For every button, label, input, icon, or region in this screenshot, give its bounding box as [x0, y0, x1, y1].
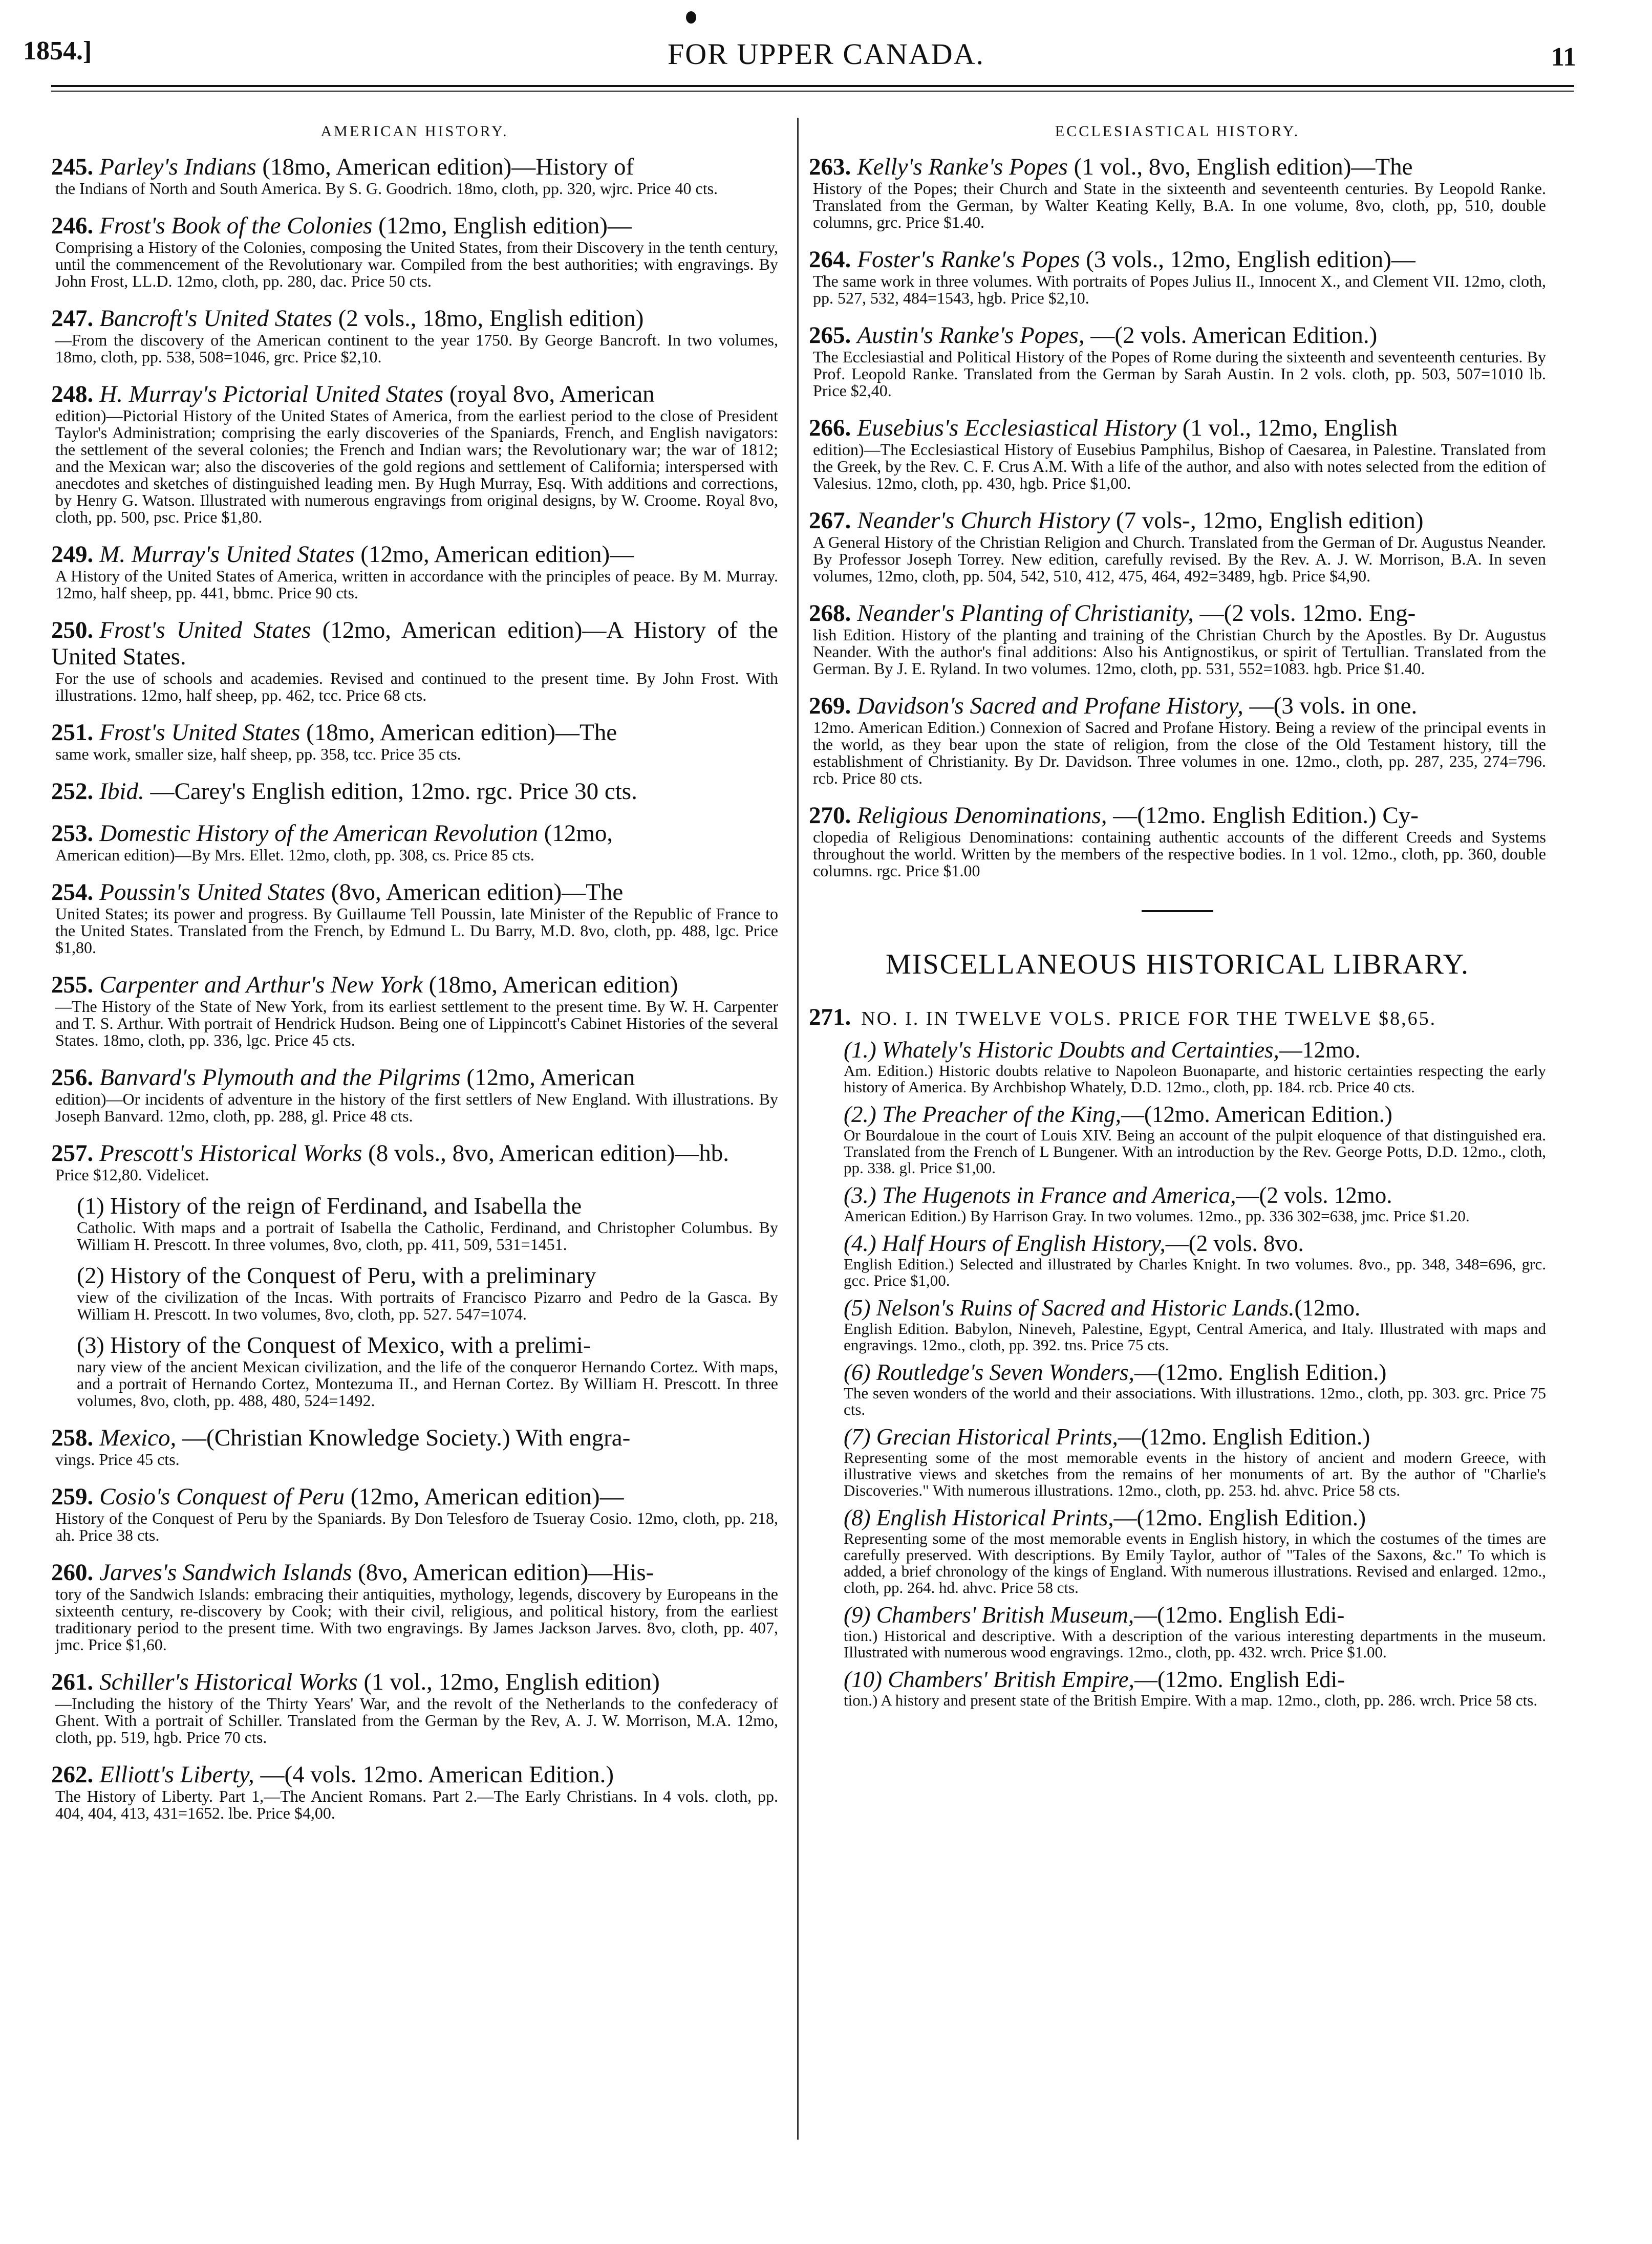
catalog-entry-248 — [51, 381, 778, 526]
entry-number: 260. — [51, 1559, 94, 1586]
sub-entry-title: (3) History of the Conquest of Mexico, with a prelimi- — [77, 1332, 591, 1358]
catalog-entry-256 — [51, 1064, 778, 1125]
entry-number: 258. — [51, 1425, 94, 1451]
entry-description: Price $12,80. Videlicet. — [55, 1166, 209, 1184]
volume-2 — [844, 1102, 1546, 1176]
entry-book-title: Frost's United States — [99, 719, 301, 746]
entry-heading — [809, 322, 1546, 349]
entry-number: 250. — [51, 617, 94, 643]
entry-description: edition)—Or incidents of adventure in the history of the first settlers of New England. With illustrations. By Joseph Banvard. 12mo, cloth, pp. 288, gl. Price 48 cts. — [55, 1090, 778, 1125]
entry-heading — [809, 154, 1546, 180]
catalog-entry-246 — [51, 212, 778, 290]
entry-book-title: Domestic History of the American Revolution — [99, 820, 538, 847]
catalog-entry-257 — [51, 1140, 778, 1409]
entry-edition: (3 vols., 12mo, English edition)— — [1086, 246, 1415, 273]
section-heading-american-history: AMERICAN HISTORY. — [320, 123, 509, 140]
catalog-entry-245 — [51, 154, 778, 197]
entry-book-title: Bancroft's United States — [99, 305, 333, 332]
entry-description: The History of Liberty. Part 1,—The Ancient Romans. Part 2.—The Early Christians. In 4 vols. cloth, pp. 404, 404, 413, 431=1652. lbe. Price $4,00. — [55, 1787, 778, 1822]
entry-description: edition)—The Ecclesiastical History of Eusebius Pamphilus, Bishop of Caesarea, in Palestine. Translated from the Greek, by the Rev. C. F. Crus A.M. With a life of the author, and also with notes selected from the edition of Valesius. 12mo, cloth, pp. 430, hgb. Price $1,00. — [813, 440, 1546, 492]
entry-number: 267. — [809, 507, 851, 534]
entry-book-title: H. Murray's Pictorial United States — [99, 381, 444, 407]
volume-heading — [844, 1295, 1546, 1321]
volume-1 — [844, 1037, 1546, 1095]
volume-title: (7) Grecian Historical Prints, — [844, 1424, 1118, 1450]
entry-book-title: M. Murray's United States — [99, 541, 355, 568]
entry-book-title: Jarves's Sandwich Islands — [99, 1559, 352, 1586]
entry-number: 261. — [51, 1669, 94, 1695]
sub-entry-1 — [77, 1193, 778, 1253]
entry-edition: (7 vols-, 12mo, English edition) — [1115, 507, 1424, 534]
entry-heading — [51, 719, 778, 746]
volume-description: English Edition. Babylon, Nineveh, Palestine, Egypt, Central America, and Italy. Illustrated with maps and engravings. 12mo., cloth, pp. 392. tns. Price 75 cts. — [844, 1320, 1546, 1354]
volume-heading — [844, 1231, 1546, 1256]
entry-book-title: Elliott's Liberty, — [99, 1761, 254, 1788]
volume-4 — [844, 1231, 1546, 1289]
volume-title: (4.) Half Hours of English History, — [844, 1231, 1166, 1256]
catalog-entry-271 — [809, 1003, 1546, 1709]
volume-edition: —(12mo. English Edi- — [1134, 1602, 1345, 1628]
sub-entry-2 — [77, 1262, 778, 1323]
entry-description: same work, smaller size, half sheep, pp. 358, tcc. Price 35 cts. — [55, 745, 461, 763]
right-entries — [809, 154, 1546, 879]
entry-number: 271. — [809, 1004, 851, 1030]
volume-description: Am. Edition.) Historic doubts relative to Napoleon Buonaparte, and historic certainties respecting the early history of America. By Archbishop Whately, D.D. 12mo., cloth, pp. 184. rcb. Price 40 cts. — [844, 1062, 1546, 1096]
entry-edition: —(2 vols. American Edition.) — [1090, 322, 1378, 349]
volume-edition: (12mo. — [1294, 1295, 1361, 1321]
entry-book-title: Poussin's United States — [99, 879, 326, 905]
sub-entry-description: view of the civilization of the Incas. With portraits of Francisco Pizarro and Pedro de la Gasca. By William H. Prescott. In two volumes, 8vo, cloth, pp. 527. 547=1074. — [77, 1288, 778, 1323]
entry-book-title: Frost's United States — [99, 617, 311, 643]
entry-number: 253. — [51, 820, 94, 847]
sub-entry-title: (2) History of the Conquest of Peru, with a preliminary — [77, 1262, 596, 1288]
volume-title: (5) Nelson's Ruins of Sacred and Historic Lands. — [844, 1295, 1295, 1321]
volume-title: (6) Routledge's Seven Wonders, — [844, 1360, 1134, 1385]
entry-number: 263. — [809, 154, 851, 180]
catalog-entry-252 — [51, 778, 778, 805]
entry-edition: (8 vols., 8vo, American edition)—hb. — [368, 1140, 730, 1167]
catalog-entry-268 — [809, 600, 1546, 677]
entry-description: The Ecclesiastial and Political History of the Popes of Rome during the sixteenth and seventeenth centuries. By Prof. Leopold Ranke. Translated from the German by Sarah Austin. In 2 vols. cloth, pp. 503, 507=1010 lb. Price $2,40. — [813, 348, 1546, 400]
entry-heading — [51, 1669, 778, 1695]
entry-heading — [51, 154, 778, 180]
section-heading-ecclesiastical-history: ECCLESIASTICAL HISTORY. — [1055, 123, 1300, 140]
catalog-entry-266 — [809, 415, 1546, 492]
sub-entry-description: nary view of the ancient Mexican civilization, and the life of the conqueror Hernando Cortez. With maps, and a portrait of Hernando Cortez, Montezuma II., and Hernan Cortez. By William H. Prescott. In three volumes, 8vo, cloth, pp. 488, 480, 524=1492. — [77, 1357, 778, 1410]
volume-title: (3.) The Hugenots in France and America, — [844, 1182, 1236, 1208]
entry-edition: (18mo, American edition) — [428, 972, 678, 998]
entry-description: the Indians of North and South America. By S. G. Goodrich. 18mo, cloth, pp. 320, wjrc. Price 40 cts. — [55, 179, 718, 198]
catalog-entry-247 — [51, 305, 778, 365]
entry-number: 262. — [51, 1761, 94, 1788]
catalog-entry-262 — [51, 1761, 778, 1822]
volume-list — [809, 1037, 1546, 1709]
entry-book-title: Prescott's Historical Works — [99, 1140, 362, 1167]
column-divider — [797, 118, 799, 2140]
entry-number: 269. — [809, 693, 851, 719]
entry-number: 248. — [51, 381, 94, 407]
volume-description: Or Bourdaloue in the court of Louis XIV. Being an account of the pulpit eloquence of that distinguished era. Translated from the French of L Bungener. With an introduction by the Rev. George Potts, D.D. 12mo., cloth, pp. 338. gl. Price $1,00. — [844, 1126, 1546, 1177]
entry-book-title: Foster's Ranke's Popes — [857, 246, 1080, 273]
volume-description: The seven wonders of the world and their associations. With illustrations. 12mo., cloth, pp. 303. grc. Price 75 cts. — [844, 1384, 1546, 1418]
entry-description: —Including the history of the Thirty Years' War, and the revolt of the Netherlands to the confederacy of Ghent. With a portrait of Schiller. Translated from the German by the Rev, A. J. W. Morrison, M.A. 12mo, cloth, pp. 519, hgb. Price 70 cts. — [55, 1694, 778, 1746]
entry-heading — [809, 600, 1546, 627]
entry-heading — [809, 802, 1546, 829]
entry-book-title: Davidson's Sacred and Profane History, — [857, 693, 1243, 719]
entry-description: tory of the Sandwich Islands: embracing their antiquities, mythology, legends, discovery by Europeans in the sixteenth century, re-discovery by Cook; with their civil, religious, and political history, from the earliest traditionary period to the present time. With two engravings. By James Jackson Jarves. 8vo, cloth, pp. 407, jmc. Price $1,60. — [55, 1585, 778, 1654]
volume-8 — [844, 1505, 1546, 1596]
volume-edition: —(12mo. English Edition.) — [1118, 1424, 1370, 1450]
volume-heading — [844, 1182, 1546, 1208]
volume-edition: —(12mo. English Edi- — [1134, 1667, 1345, 1692]
entry-number: 256. — [51, 1064, 94, 1091]
volume-edition: —12mo. — [1279, 1037, 1361, 1063]
entry-number: 249. — [51, 541, 94, 568]
volume-edition: —(2 vols. 12mo. — [1236, 1182, 1392, 1208]
page-number: 11 — [1551, 42, 1576, 72]
entry-heading — [51, 778, 778, 805]
catalog-entry-249 — [51, 541, 778, 601]
volume-heading — [844, 1102, 1546, 1127]
entry-edition: —(2 vols. 12mo. Eng- — [1199, 600, 1416, 627]
ink-blot — [686, 11, 696, 24]
entry-description: edition)—Pictorial History of the United States of America, from the earliest period to the close of President Taylor's Administration; comprising the early discoveries of the Spaniards, French, and English navigators: the settlement of the several colonies; the French and Indian wars; the Revolutionary war; the war of 1812; and the Mexican war; also the discoveries of the gold regions and settlement of California; interspersed with anecdotes and sketches of distinguished leading men. By Hugh Murray, Esq. With additions and corrections, by Henry G. Watson. Illustrated with numerous engravings from original designs, by W. Croome. Royal 8vo, cloth, pp. 500, psc. Price $1,80. — [55, 406, 778, 526]
volume-description: tion.) Historical and descriptive. With a description of the various interesting departments in the museum. Illustrated with numerous wood engravings. 12mo., cloth, pp. 432. wrch. Price $1.00. — [844, 1627, 1546, 1661]
entry-number: 264. — [809, 246, 851, 273]
entry-edition: (18mo, American edition)—History of — [262, 154, 634, 180]
entry-book-title: Ibid. — [99, 778, 144, 805]
volume-title: (8) English Historical Prints, — [844, 1505, 1114, 1530]
entry-edition: (8vo, American edition)—His- — [358, 1559, 654, 1586]
volume-edition: —(12mo. English Edition.) — [1113, 1505, 1366, 1530]
entry-intro — [809, 1003, 1546, 1031]
volume-description: tion.) A history and present state of the British Empire. With a map. 12mo., cloth, pp. 286. wrch. Price 58 cts. — [844, 1691, 1538, 1709]
entry-edition: (12mo, — [544, 820, 613, 847]
entry-description: vings. Price 45 cts. — [55, 1450, 180, 1469]
volume-7 — [844, 1424, 1546, 1499]
entry-edition: (12mo, American — [466, 1064, 635, 1091]
entry-book-title: Religious Denominations, — [857, 802, 1107, 829]
entry-edition: (1 vol., 8vo, English edition)—The — [1074, 154, 1413, 180]
catalog-entry-269 — [809, 693, 1546, 787]
entry-heading — [809, 415, 1546, 441]
catalog-entry-253 — [51, 820, 778, 864]
entry-number: 251. — [51, 719, 94, 746]
entry-heading — [51, 1483, 778, 1510]
left-column — [51, 123, 778, 1837]
entry-number: 266. — [809, 415, 851, 441]
volume-10 — [844, 1667, 1546, 1709]
section-heading-miscellaneous: MISCELLANEOUS HISTORICAL LIBRARY. — [886, 948, 1469, 980]
entry-description: History of the Conquest of Peru by the Spaniards. By Don Telesforo de Tsueray Cosio. 12mo, cloth, pp. 218, ah. Price 38 cts. — [55, 1509, 778, 1544]
catalog-entry-250 — [51, 617, 778, 704]
left-entries — [51, 154, 778, 1822]
volume-title: (10) Chambers' British Empire, — [844, 1667, 1134, 1692]
entry-edition: (8vo, American edition)—The — [331, 879, 624, 905]
header-rule-thin — [51, 91, 1574, 92]
entry-edition: (12mo, American edition)—A History of the United States. — [51, 617, 779, 670]
entry-number: 270. — [809, 802, 851, 829]
sub-entry-description: Catholic. With maps and a portrait of Isabella the Catholic, Ferdinand, and Christopher Columbus. By William H. Prescott. In three volumes, 8vo, cloth, pp. 411, 509, 531=1451. — [77, 1218, 778, 1254]
entry-heading — [51, 879, 778, 905]
page-title: FOR UPPER CANADA. — [668, 37, 984, 71]
volume-heading — [844, 1602, 1546, 1628]
entry-description: American edition)—By Mrs. Ellet. 12mo, cloth, pp. 308, cs. Price 85 cts. — [55, 846, 534, 864]
volume-title: (2.) The Preacher of the King, — [844, 1102, 1121, 1127]
entry-heading — [809, 246, 1546, 273]
volume-3 — [844, 1182, 1546, 1224]
entry-number: 252. — [51, 778, 94, 805]
entry-heading — [51, 541, 778, 568]
entry-description: —The History of the State of New York, from its earliest settlement to the present time. By W. H. Carpenter and T. S. Arthur. With portrait of Hendrick Hudson. Being one of Lippincott's Cabinet Histories of the several States. 18mo, cloth, pp. 336, lgc. Price 45 cts. — [55, 997, 778, 1049]
catalog-entry-251 — [51, 719, 778, 763]
catalog-entry-265 — [809, 322, 1546, 399]
volume-edition: —(2 vols. 8vo. — [1165, 1231, 1304, 1256]
entry-description: A General History of the Christian Religion and Church. Translated from the German of Dr. Augustus Neander. By Professor Joseph Torrey. New edition, carefully revised. By the Rev. A. J. W. Morrison, B.A. In seven volumes, 12mo, cloth, pp. 504, 542, 510, 412, 475, 464, 492=3489, hgb. Price $4,90. — [813, 533, 1546, 585]
right-column — [809, 123, 1546, 1724]
entry-description: lish Edition. History of the planting and training of the Christian Church by the Apostles. By Dr. Augustus Neander. With the author's final additions: Also his Antignostikus, or spirit of Tertullian. Translated from the German. By J. E. Ryland. In two volumes. 12mo, cloth, pp. 531, 552=1083. hgb. Price $1.40. — [813, 625, 1546, 678]
entry-heading — [51, 1761, 778, 1788]
entry-number: 268. — [809, 600, 851, 627]
volume-heading — [844, 1360, 1546, 1385]
entry-heading — [809, 693, 1546, 719]
volume-title: (1.) Whately's Historic Doubts and Certainties, — [844, 1037, 1279, 1063]
volume-edition: —(12mo. American Edition.) — [1121, 1102, 1392, 1127]
catalog-entry-264 — [809, 246, 1546, 307]
entry-heading — [51, 972, 778, 998]
entry-book-title: Austin's Ranke's Popes, — [857, 322, 1085, 349]
volume-description: Representing some of the most memorable events in the history of ancient and modern Greece, with illustrative views and sketches from the remains of her monuments of art. By the author of "Charlie's Discoveries." With numerous illustrations. 12mo., cloth, pp. 253. hd. ahvc. Price 58 cts. — [844, 1449, 1546, 1499]
volume-description: Representing some of the most memorable events in English history, in which the costumes of the times are carefully preserved. With descriptions. By Emily Taylor, author of "Tales of the Saxons, &c." To which is added, a brief chronology of the kings of England. With numerous illustrations. Revised and enlarged. 12mo., cloth, pp. 264. hd. ahvc. Price 58 cts. — [844, 1529, 1546, 1596]
entry-heading — [51, 820, 778, 847]
entry-number: 246. — [51, 212, 94, 239]
volume-heading — [844, 1424, 1546, 1450]
entry-description: clopedia of Religious Denominations: containing authentic accounts of the different Creeds and Systems throughout the world. Written by the members of the respective bodies. In 1 vol. 12mo., cloth, pp. 360, double columns. rgc. Price $1.00 — [813, 828, 1546, 880]
entry-heading — [51, 1425, 778, 1451]
volume-description: American Edition.) By Harrison Gray. In two volumes. 12mo., pp. 336 302=638, jmc. Price $1.20. — [844, 1207, 1470, 1225]
entry-edition: (1 vol., 12mo, English edition) — [363, 1669, 660, 1695]
entry-number: 259. — [51, 1483, 94, 1510]
entry-heading — [51, 212, 778, 239]
entry-description: 12mo. American Edition.) Connexion of Sacred and Profane History. Being a review of the principal events in the world, as they bear upon the state of religion, from the close of the Old Testament history, till the establishment of Christianity. By Dr. Davidson. Three volumes in one. 12mo., cloth, pp. 287, 235, 274=796. rcb. Price 80 cts. — [813, 718, 1546, 787]
entry-edition: (2 vols., 18mo, English edition) — [338, 305, 644, 332]
entry-heading — [809, 507, 1546, 534]
entry-heading — [51, 305, 778, 332]
catalog-entry-254 — [51, 879, 778, 956]
volume-heading — [844, 1037, 1546, 1063]
entry-edition: —(4 vols. 12mo. American Edition.) — [260, 1761, 614, 1788]
entry-number: 265. — [809, 322, 851, 349]
entry-book-title: Eusebius's Ecclesiastical History — [857, 415, 1176, 441]
entry-description: United States; its power and progress. By Guillaume Tell Poussin, late Minister of the Republic of France to the United States. Translated from the French, by Edmund L. Du Barry, M.D. 8vo, cloth, pp. 488, lgc. Price $1,80. — [55, 904, 778, 957]
sub-entry-title: (1) History of the reign of Ferdinand, and Isabella the — [77, 1193, 582, 1219]
entry-edition: —(Christian Knowledge Society.) With engra- — [182, 1425, 631, 1451]
volume-heading — [844, 1505, 1546, 1530]
entry-book-title: Banvard's Plymouth and the Pilgrims — [99, 1064, 461, 1091]
entry-heading — [51, 381, 778, 407]
entry-book-title: Cosio's Conquest of Peru — [99, 1483, 345, 1510]
catalog-entry-260 — [51, 1559, 778, 1653]
entry-heading — [51, 1064, 778, 1091]
entry-edition: (12mo, American edition)— — [350, 1483, 624, 1510]
catalog-entry-259 — [51, 1483, 778, 1544]
entry-edition: (18mo, American edition)—The — [306, 719, 617, 746]
entry-edition: —Carey's English edition, 12mo. rgc. Price 30 cts. — [150, 778, 637, 805]
entry-number: 257. — [51, 1140, 94, 1167]
catalog-entry-261 — [51, 1669, 778, 1746]
catalog-entry-263 — [809, 154, 1546, 231]
volume-6 — [844, 1360, 1546, 1418]
catalog-entry-258 — [51, 1425, 778, 1468]
entry-number: 254. — [51, 879, 94, 905]
volume-9 — [844, 1602, 1546, 1660]
page-year: 1854.] — [23, 36, 92, 66]
entry-book-title: Parley's Indians — [99, 154, 256, 180]
entry-book-title: Neander's Planting of Christianity, — [857, 600, 1194, 627]
entry-description: —From the discovery of the American continent to the year 1750. By George Bancroft. In two volumes, 18mo, cloth, pp. 538, 508=1046, grc. Price $2,10. — [55, 331, 778, 366]
entry-description: A History of the United States of America, written in accordance with the principles of peace. By M. Murray. 12mo, half sheep, pp. 441, bbmc. Price 90 cts. — [55, 567, 778, 602]
entry-edition: (12mo, American edition)— — [360, 541, 634, 568]
entry-number: 255. — [51, 972, 94, 998]
entry-edition: —(12mo. English Edition.) Cy- — [1113, 802, 1419, 829]
volume-description: English Edition.) Selected and illustrated by Charles Knight. In two volumes. 8vo., pp. 348, 348=696, grc. gcc. Price $1,00. — [844, 1255, 1546, 1289]
sub-entry-3 — [77, 1332, 778, 1409]
entry-description: The same work in three volumes. With portraits of Popes Julius II., Innocent X., and Clement VII. 12mo, cloth, pp. 527, 532, 484=1543, hgb. Price $2,10. — [813, 272, 1546, 307]
catalog-entry-255 — [51, 972, 778, 1049]
entry-number: 247. — [51, 305, 94, 332]
entry-intro-text: NO. I. IN TWELVE VOLS. PRICE FOR THE TWELVE $8,65. — [861, 1008, 1437, 1029]
entry-book-title: Neander's Church History — [857, 507, 1110, 534]
entry-book-title: Schiller's Historical Works — [99, 1669, 358, 1695]
entry-number: 245. — [51, 154, 94, 180]
entry-heading — [51, 1559, 778, 1586]
entry-book-title: Carpenter and Arthur's New York — [99, 972, 423, 998]
volume-5 — [844, 1295, 1546, 1353]
entry-edition: (12mo, English edition)— — [378, 212, 632, 239]
catalog-entry-267 — [809, 507, 1546, 585]
entry-book-title: Mexico, — [99, 1425, 177, 1451]
entry-description: Comprising a History of the Colonies, composing the United States, from their Discovery in the tenth century, until the commencement of the Revolutionary war. Compiled from the best authorities; with engravings. By John Frost, LL.D. 12mo, cloth, pp. 280, dac. Price 50 cts. — [55, 238, 778, 290]
entry-heading — [51, 617, 778, 670]
header-rule — [51, 85, 1574, 87]
volume-heading — [844, 1667, 1546, 1692]
entry-heading — [51, 1140, 778, 1167]
entry-edition: (1 vol., 12mo, English — [1182, 415, 1398, 441]
entry-edition: —(3 vols. in one. — [1249, 693, 1418, 719]
catalog-entry-270 — [809, 802, 1546, 879]
volume-edition: —(12mo. English Edition.) — [1134, 1360, 1387, 1385]
entry-book-title: Kelly's Ranke's Popes — [857, 154, 1068, 180]
entry-edition: (royal 8vo, American — [449, 381, 655, 407]
section-divider — [1142, 910, 1213, 912]
volume-title: (9) Chambers' British Museum, — [844, 1602, 1134, 1628]
entry-description: For the use of schools and academies. Revised and continued to the present time. By John Frost. With illustrations. 12mo, half sheep, pp. 462, tcc. Price 68 cts. — [55, 669, 778, 704]
entry-description: History of the Popes; their Church and State in the sixteenth and seventeenth centuries. By Leopold Ranke. Translated from the German, by Walter Keating Kelly, B.A. In one volume, 8vo, cloth, pp, 510, double columns, grc. Price $1.40. — [813, 179, 1546, 231]
entry-book-title: Frost's Book of the Colonies — [99, 212, 373, 239]
